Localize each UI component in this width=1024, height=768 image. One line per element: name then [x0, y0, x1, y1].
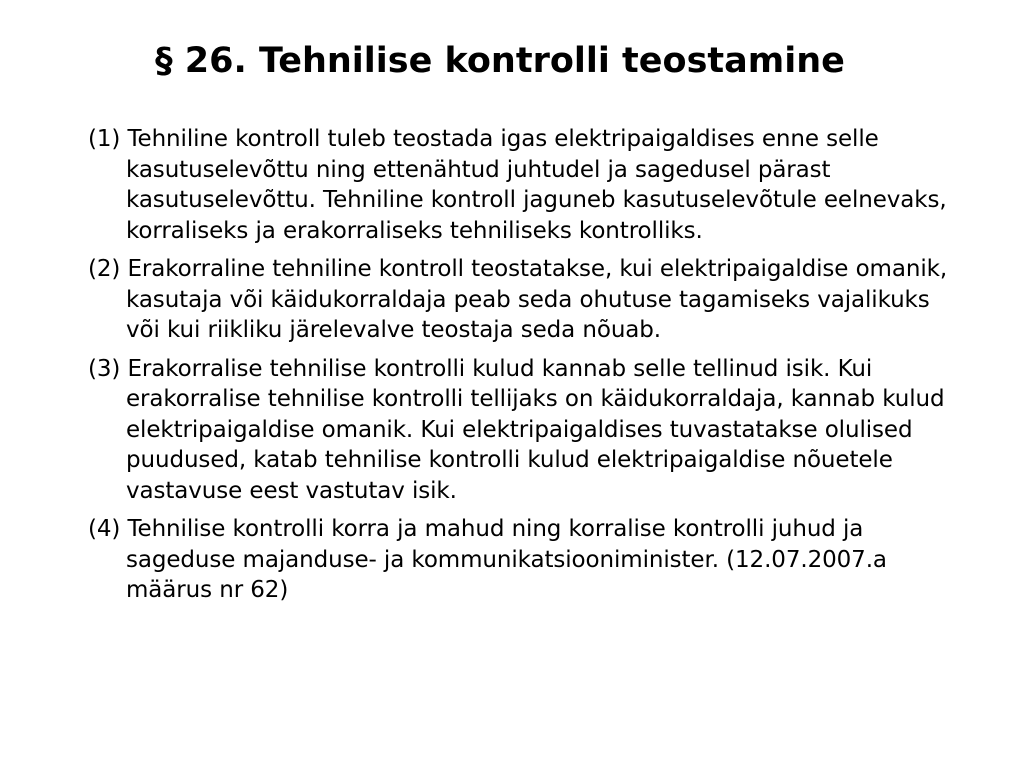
slide-body: [88, 124, 968, 614]
paragraph-3: (3) Erakorralise tehnilise kontrolli kulud kannab selle tellinud isik. Kui erakorralise tehnilise kontrolli tellijaks on käidukorraldaja, kannab kulud elektripaigaldise omanik. Kui elektripaigaldises tuvastatakse olulised puudused, katab tehnilise kontrolli kulud elektripaigaldise nõuetele vastavuse eest vastutav isik.: [88, 355, 945, 504]
paragraph-4: (4) Tehnilise kontrolli korra ja mahud ning korralise kontrolli juhud ja sageduse majanduse- ja kommunikatsiooniminister. (12.07.2007.a määrus nr 62): [88, 516, 887, 603]
slide-title: § 26. Tehnilise kontrolli teostamine: [155, 41, 845, 81]
paragraph-1: (1) Tehniline kontroll tuleb teostada igas elektripaigaldises enne selle kasutuselevõttu ning ettenähtud juhtudel ja sagedusel pärast kasutuselevõttu. Tehniline kontroll jaguneb kasutuselevõtule eelnevaks, korraliseks ja erakorraliseks tehniliseks kontrolliks.: [88, 126, 947, 244]
paragraph-2: (2) Erakorraline tehniline kontroll teostatakse, kui elektripaigaldise omanik, kasutaja või käidukorraldaja peab seda ohutuse tagamiseks vajalikuks või kui riikliku järelevalve teostaja seda nõuab.: [88, 256, 948, 343]
